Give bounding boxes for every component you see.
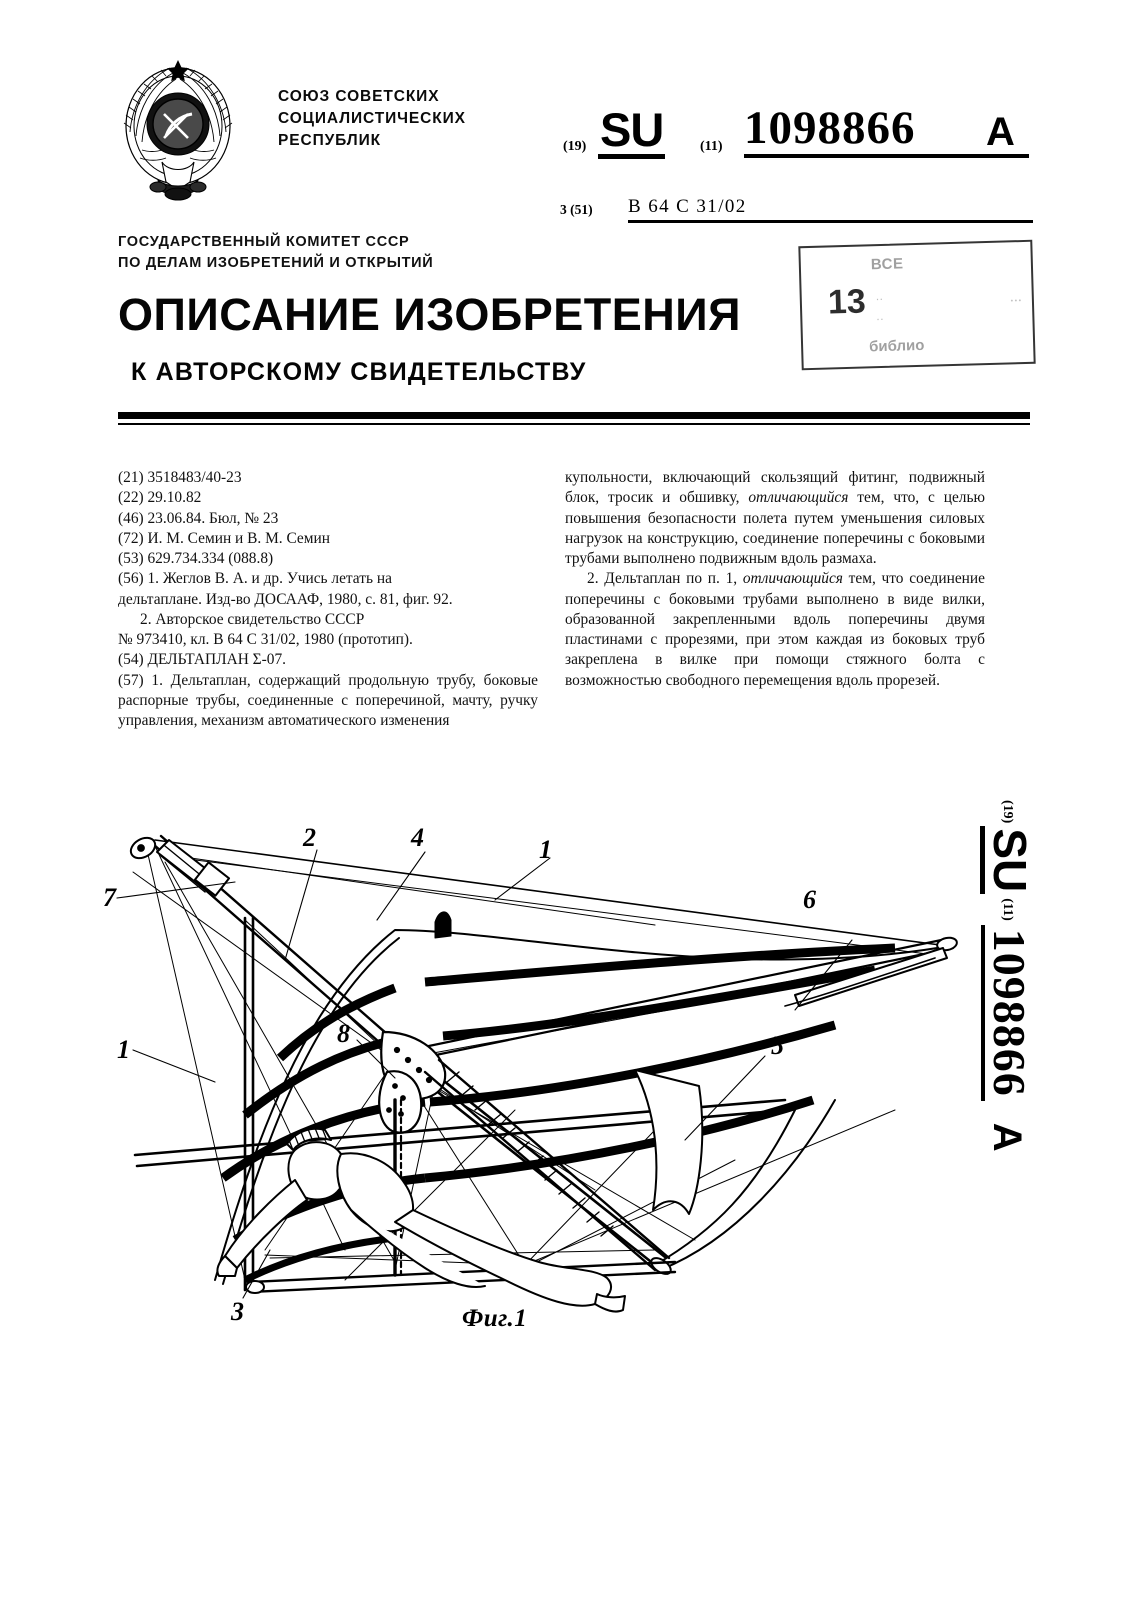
- figure-numeral-4: 4: [411, 823, 424, 852]
- field-references-head: (56) 1. Жеглов В. А. и др. Учись летать на: [118, 570, 392, 588]
- library-stamp: [798, 240, 1035, 370]
- page-subtitle: К АВТОРСКОМУ СВИДЕТЕЛЬСТВУ: [131, 358, 587, 386]
- kind-code: A: [986, 110, 1015, 154]
- figure-numeral-8: 8: [337, 1019, 350, 1048]
- claim-2-text-a: 2. Дельтаплан по п. 1,: [587, 570, 743, 588]
- keel-tab: [435, 912, 451, 938]
- stamp-side-mark: ...: [1009, 288, 1023, 306]
- figure-numeral-2: 2: [303, 823, 316, 852]
- claim-1-distinguishing-term: отличающийся: [748, 489, 849, 507]
- figure-numeral-6: 6: [803, 885, 816, 914]
- stamp-line-1: ВСЕ: [870, 255, 904, 274]
- claim-1-start: (57) 1. Дельтаплан, содержащий продольную трубу, боковые распорные трубы, соединенные с поперечиной, мачту, ручку управления, механизм автоматического изменения: [118, 671, 538, 729]
- field-inventors: (72) И. М. Семин и В. М. Семин: [118, 529, 330, 547]
- side-country-code-su: SU: [980, 826, 1033, 894]
- mast: [147, 846, 253, 1290]
- figure-numeral-1-left: 1: [117, 1035, 130, 1064]
- stamp-line-3: библио: [868, 336, 925, 356]
- state-committee: [118, 232, 433, 274]
- claim-1-continuation: [565, 468, 985, 569]
- field-references-body: дельтаплане. Изд-во ДОСААФ, 1980, с. 81, фиг. 92.: [118, 590, 453, 608]
- side-inid-code-11: (11): [1000, 898, 1015, 921]
- figure-numeral-1-top: 1: [539, 835, 552, 864]
- state-committee-line-2: ПО ДЕЛАМ ИЗОБРЕТЕНИЙ И ОТКРЫТИЙ: [118, 255, 434, 272]
- field-publication: (46) 23.06.84. Бюл, № 23: [118, 509, 279, 527]
- claim-2-text-b: тем, что соединение поперечины с боковыми трубами выполнено в виде вилки, образованной закрепленными вдоль поперечины двумя пластинами с прорезями, при этом каждая из боковых труб закреплена в вилке при помощи стяжного болта с возможностью свободного перемещения вдоль прорезей.: [565, 570, 985, 689]
- field-udc: (53) 629.734.334 (088.8): [118, 550, 274, 567]
- field-application-number: (21) 3518483/40-23: [118, 469, 242, 486]
- ipc-classification-line: [560, 196, 1035, 222]
- claim-2-distinguishing-term: отличающийся: [742, 570, 843, 588]
- figure-numeral-3: 3: [231, 1297, 244, 1326]
- airframe-tubes: [135, 836, 953, 1265]
- ipc-class-value: B 64 C 31/02: [628, 196, 1033, 223]
- figure-caption: Фиг.1: [462, 1305, 528, 1332]
- stamp-number: 13: [827, 282, 867, 322]
- claim-2: [565, 569, 985, 691]
- field-invention-title: (54) ДЕЛЬТАПЛАН Σ-07.: [118, 651, 287, 669]
- document-number-row: [558, 102, 1028, 166]
- side-kind-code: A: [985, 1122, 1030, 1152]
- country-code-su: SU: [598, 106, 665, 159]
- country-name-line-2: СОЦИАЛИСТИЧЕСКИХ: [278, 110, 466, 127]
- field-reference-2-line-1: 2. Авторское свидетельство СССР: [140, 610, 365, 628]
- claim-1-text-b: тем, что, с целью повышения безопасности полета путем уменьшения силовых нагрузок на конструкцию, соединение поперечины с боковыми трубами выполнено подвижным вдоль размаха.: [565, 489, 986, 567]
- divider-rule-thin: [118, 423, 1030, 425]
- country-name: [278, 86, 466, 152]
- ussr-coat-of-arms-emblem: [118, 54, 238, 204]
- claim-1-text-a: купольности, включающий скользящий фитинг, подвижный блок, тросик и обшивку,: [565, 469, 985, 507]
- country-name-line-3: РЕСПУБЛИК: [278, 132, 381, 149]
- divider-rule-thick: [118, 412, 1030, 419]
- page-title: ОПИСАНИЕ ИЗОБРЕТЕНИЯ: [118, 289, 741, 340]
- masthead: [118, 48, 1018, 208]
- patent-number: 1098866: [744, 103, 1029, 158]
- field-reference-2-line-2: № 973410, кл. B 64 C 31/02, 1980 (прототип).: [118, 631, 413, 648]
- state-committee-line-1: ГОСУДАРСТВЕННЫЙ КОМИТЕТ СССР: [118, 234, 410, 250]
- inid-code-19: (19): [563, 139, 587, 154]
- hang-glider-figure: [95, 810, 975, 1350]
- side-patent-number: 1098866: [981, 925, 1033, 1101]
- figure-numeral-5: 5: [771, 1031, 784, 1060]
- inid-code-51: 3 (51): [560, 202, 593, 217]
- stamp-line-2: .. ..: [875, 288, 885, 324]
- side-inid-code-19: (19): [1000, 800, 1015, 824]
- vertical-side-marking: [962, 800, 1052, 1270]
- leader-lines: [117, 850, 852, 1298]
- right-column: [565, 468, 985, 691]
- left-column: [118, 468, 538, 731]
- field-filing-date: (22) 29.10.82: [118, 489, 202, 507]
- inid-code-11: (11): [700, 139, 723, 154]
- figure-numeral-7: 7: [103, 883, 116, 912]
- country-name-line-1: СОЮЗ СОВЕТСКИХ: [278, 88, 440, 105]
